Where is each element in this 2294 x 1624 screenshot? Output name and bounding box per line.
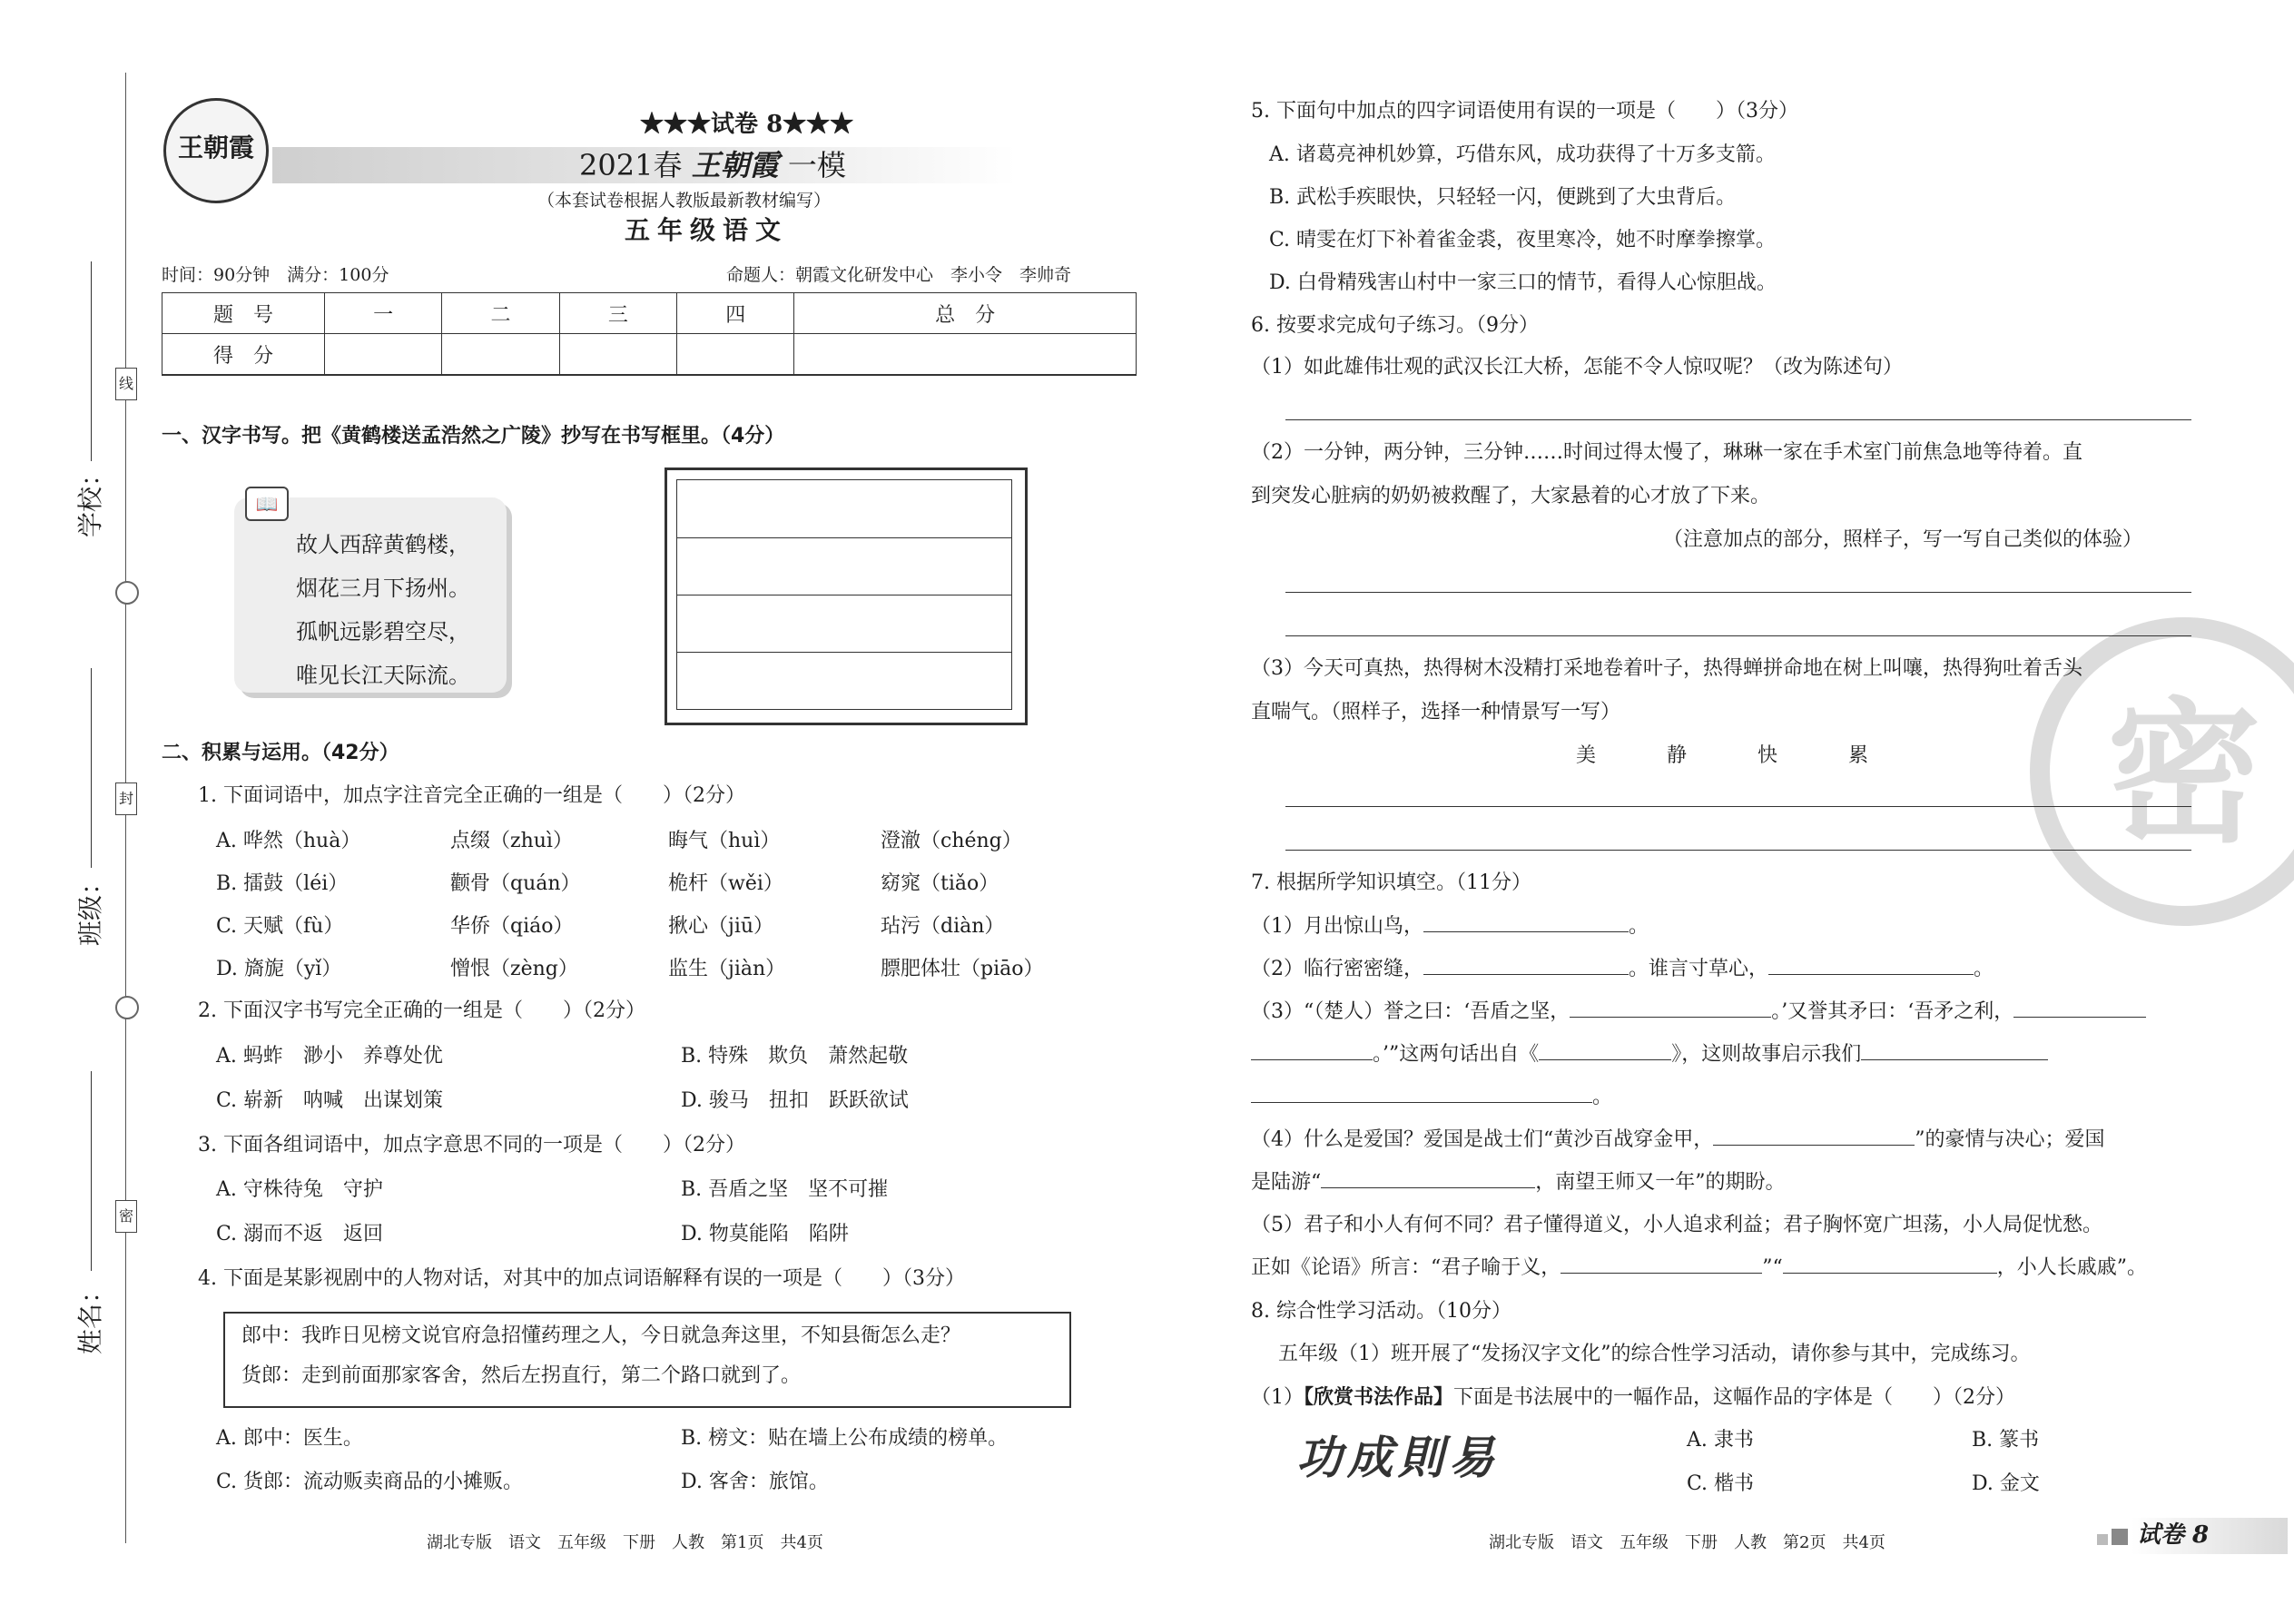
name-label: 姓名：	[75, 1277, 106, 1355]
blank-input[interactable]	[1713, 1127, 1915, 1146]
q2-option: D. 骏马 扭扣 跃跃欲试	[681, 1089, 909, 1112]
q1-option: 窈窕（tiǎo）	[881, 872, 999, 895]
answer-line[interactable]	[1285, 635, 2191, 636]
score-input[interactable]	[677, 334, 794, 375]
q8-sub1: （1）【欣赏书法作品】下面是书法展中的一幅作品，这幅作品的字体是（ ）（2分）	[1251, 1385, 2016, 1409]
q1-option: 点缀（zhuì）	[450, 830, 573, 852]
seal-line-box: 线	[115, 368, 137, 400]
footer-right: 湖北专版 语文 五年级 下册 人教 第2页 共4页	[1489, 1533, 1885, 1552]
q6-sentence-3-line2: 直喘气。（照样子，选择一种情景写一写）	[1251, 701, 1621, 723]
blank-input[interactable]	[1783, 1255, 1997, 1274]
seal-mi-box: 密	[115, 1200, 137, 1233]
divider	[162, 375, 1137, 376]
q1-option: B. 擂鼓（léi）	[216, 872, 349, 895]
choice-word[interactable]: 快	[1757, 744, 1778, 767]
answer-line[interactable]	[1285, 806, 2191, 807]
class-label: 班级：	[75, 869, 106, 947]
q1-option: 监生（jiàn）	[668, 958, 786, 980]
authors: 命题人：朝霞文化研发中心 李小令 李帅奇	[726, 265, 1072, 285]
table-cell: 总 分	[794, 293, 1137, 334]
subtitle: （本套试卷根据人教版最新教材编写）	[537, 191, 832, 211]
dialog-line: 郎中：我昨日见榜文说官府急招懂药理之人，今日就急奔这里，不知县衙怎么走？	[241, 1324, 961, 1347]
footer-badge	[2097, 1518, 2288, 1554]
subject-title: 五年级语文	[625, 215, 789, 245]
blank-input[interactable]	[1423, 913, 1629, 932]
blank-input[interactable]	[1423, 956, 1629, 975]
q8-option: B. 篆书	[1972, 1429, 2040, 1452]
q5-stem: 5. 下面句中加点的四字词语使用有误的一项是（ ）（3分）	[1251, 100, 1798, 123]
blank-input[interactable]	[1251, 1084, 1592, 1103]
score-input[interactable]	[559, 334, 676, 375]
q1-option: C. 天赋（fù）	[216, 915, 344, 938]
score-table	[162, 292, 1137, 375]
q7-line-4: （4）什么是爱国？爱国是战士们“黄沙百战穿金甲， ”的豪情与决心；爱国	[1251, 1128, 2105, 1151]
q7-line-5: （5）君子和小人有何不同？君子懂得道义，小人追求利益；君子胸怀宽广坦荡，小人局促忧愁。	[1251, 1214, 2103, 1236]
q7-line-4b: 是陆游“ ，南望王师又一年”的期盼。	[1251, 1171, 1786, 1194]
q1-option: 颧骨（quán）	[450, 872, 581, 895]
q3-option: A. 守株待兔 守护	[216, 1178, 383, 1201]
score-table-score-row	[162, 334, 1137, 375]
poem-line: 故人西辞黄鹤楼，	[296, 532, 470, 557]
q3-option: C. 溺而不返 返回	[216, 1223, 384, 1245]
q1-option: A. 哗然（huà）	[216, 830, 361, 852]
q2-stem: 2. 下面汉字书写完全正确的一组是（ ）（2分）	[198, 999, 645, 1022]
q4-dialog-box	[223, 1312, 1071, 1408]
q8-intro: 五年级（1）班开展了“发扬汉字文化”的综合性学习活动，请你参与其中，完成练习。	[1278, 1343, 2031, 1365]
seal-feng-box: 封	[115, 782, 137, 815]
school-input[interactable]	[91, 261, 92, 461]
q8-option: A. 隶书	[1687, 1429, 1754, 1452]
q6-sentence-3-line1: （3）今天可真热，热得树木没精打采地卷着叶子，热得蝉拼命地在树上叫嚷，热得狗吐着舌头	[1251, 657, 2083, 680]
q1-option: 膘肥体壮（piāo）	[881, 958, 1044, 980]
q5-option: C. 晴雯在灯下补着雀金裘，夜里寒冷，她不时摩拳擦掌。	[1269, 229, 1777, 251]
calligraphy-artwork: 功成則易	[1296, 1431, 1500, 1484]
blank-input[interactable]	[1321, 1169, 1535, 1188]
answer-line[interactable]	[1285, 850, 2191, 851]
q6-sentence-2-line2: 到突发心脏病的奶奶被救醒了，大家悬着的心才放了下来。	[1251, 485, 1771, 507]
q4-stem: 4. 下面是某影视剧中的人物对话，对其中的加点词语解释有误的一项是（ ）（3分）	[198, 1267, 965, 1290]
q1-option: 玷污（diàn）	[881, 915, 1005, 938]
writing-box[interactable]	[665, 468, 1028, 725]
q4-option: A. 郎中：医生。	[216, 1427, 363, 1450]
blank-input[interactable]	[2013, 999, 2146, 1018]
blank-input[interactable]	[1539, 1041, 1671, 1060]
section2-title: 二、积累与运用。（42分）	[162, 742, 399, 764]
blank-input[interactable]	[1561, 1255, 1762, 1274]
q6-stem: 6. 按要求完成句子练习。（9分）	[1251, 314, 1539, 337]
q7-line-1: （1）月出惊山鸟， 。	[1251, 915, 1649, 938]
q1-option: 揪心（jiū）	[668, 915, 774, 938]
q1-option: 憎恨（zèng）	[450, 958, 578, 980]
score-input[interactable]	[325, 334, 442, 375]
logo-text: 王朝霞	[177, 133, 254, 162]
q7-stem: 7. 根据所学知识填空。（11分）	[1251, 871, 1531, 894]
blank-input[interactable]	[1768, 956, 1974, 975]
q7-line-3b: 。’”这两句话出自《 》，这则故事启示我们	[1251, 1041, 2048, 1068]
q6-sentence-2-line1: （2）一分钟，两分钟，三分钟……时间过得太慢了，琳琳一家在手术室门前焦急地等待着。直	[1251, 441, 2082, 464]
poem-line: 烟花三月下扬州。	[296, 576, 470, 601]
q5-option: D. 白骨精残害山村中一家三口的情节，看得人心惊胆战。	[1269, 271, 1777, 294]
choice-word[interactable]: 静	[1667, 744, 1688, 767]
q1-option: 澄澈（chéng）	[881, 830, 1022, 852]
score-table-header-row	[162, 293, 1137, 334]
answer-line[interactable]	[1285, 592, 2191, 593]
class-input[interactable]	[91, 668, 92, 868]
blank-input[interactable]	[1251, 1041, 1373, 1060]
q3-option: D. 物莫能陷 陷阱	[681, 1223, 849, 1245]
time-info: 时间：90分钟 满分：100分	[162, 265, 389, 285]
q7-line-2: （2）临行密密缝， 。谁言寸草心， 。	[1251, 958, 1994, 980]
q1-option: 晦气（huì）	[668, 830, 781, 852]
blank-input[interactable]	[1861, 1041, 2048, 1060]
answer-line[interactable]	[1285, 419, 2191, 420]
q5-option: B. 武松手疾眼快，只轻轻一闪，便跳到了大虫背后。	[1269, 186, 1737, 209]
score-input[interactable]	[794, 334, 1137, 375]
name-input[interactable]	[91, 1071, 92, 1271]
school-label: 学校：	[75, 460, 106, 538]
q1-option: 华侨（qiáo）	[450, 915, 574, 938]
section1-title: 一、汉字书写。把《黄鹤楼送孟浩然之广陵》抄写在书写框里。（4分）	[162, 425, 785, 448]
footer-badge-text: 试卷 8	[2137, 1521, 2210, 1549]
q2-option: C. 崭新 呐喊 出谋划策	[216, 1089, 444, 1112]
poem-line: 孤帆远影碧空尽，	[296, 619, 470, 645]
dialog-line: 货郎：走到前面那家客舍，然后左拐直行，第二个路口就到了。	[241, 1364, 802, 1387]
q7-line-5b: 正如《论语》所言：“君子喻于义， ”“ ，小人长戚戚”。	[1251, 1256, 2147, 1279]
table-cell: 一	[325, 293, 442, 334]
q1-stem: 1. 下面词语中，加点字注音完全正确的一组是（ ）（2分）	[198, 784, 745, 807]
choice-word[interactable]: 累	[1848, 744, 1869, 767]
blank-input[interactable]	[1570, 999, 1771, 1018]
q8-option: D. 金文	[1972, 1472, 2040, 1495]
table-cell: 题 号	[162, 293, 325, 334]
q4-option: C. 货郎：流动贩卖商品的小摊贩。	[216, 1471, 524, 1493]
watermark-seal: 密	[2030, 617, 2294, 926]
q7-line-3: （3）“（楚人）誉之曰：‘吾盾之坚， 。’又誉其矛曰：‘吾矛之利，	[1251, 999, 2146, 1026]
table-cell: 四	[677, 293, 794, 334]
q8-stem: 8. 综合性学习活动。（10分）	[1251, 1300, 1511, 1323]
poem-card	[234, 493, 507, 693]
logo	[163, 98, 269, 203]
score-input[interactable]	[442, 334, 559, 375]
q5-option: A. 诸葛亮神机妙算，巧借东风，成功获得了十万多支箭。	[1269, 143, 1776, 166]
q2-option: A. 蚂蚱 渺小 养尊处优	[216, 1045, 443, 1068]
binding-knot-icon	[115, 581, 139, 605]
choice-word[interactable]: 美	[1576, 744, 1597, 767]
book-icon: 📖	[245, 487, 289, 521]
poem-line: 唯见长江天际流。	[296, 663, 470, 688]
q6-sentence-2-hint: （注意加点的部分，照样子，写一写自己类似的体验）	[1663, 528, 2143, 551]
q4-option: B. 榜文：贴在墙上公布成绩的榜单。	[681, 1427, 1009, 1450]
table-cell: 得 分	[162, 334, 325, 375]
binding-knot-icon	[115, 996, 139, 1019]
q1-option: 桅杆（wěi）	[668, 872, 783, 895]
q6-sentence-1: （1）如此雄伟壮观的武汉长江大桥，怎能不令人惊叹呢？（改为陈述句）	[1251, 356, 1903, 379]
q2-option: B. 特殊 欺负 萧然起敬	[681, 1045, 909, 1068]
q3-option: B. 吾盾之坚 坚不可摧	[681, 1178, 889, 1201]
paper-badge: ★★★试卷 8★★★	[640, 111, 854, 138]
q3-stem: 3. 下面各组词语中，加点字意思不同的一项是（ ）（2分）	[198, 1134, 745, 1156]
q8-option: C. 楷书	[1687, 1472, 1755, 1495]
table-cell: 二	[442, 293, 559, 334]
table-cell: 三	[559, 293, 676, 334]
q7-line-3c: 。	[1251, 1084, 1612, 1111]
q4-option: D. 客舍：旅馆。	[681, 1471, 829, 1493]
exam-title: 2021春 王朝霞 一模	[579, 148, 846, 182]
footer-left: 湖北专版 语文 五年级 下册 人教 第1页 共4页	[427, 1533, 823, 1552]
q1-option: D. 旖旎（yǐ）	[216, 958, 342, 980]
